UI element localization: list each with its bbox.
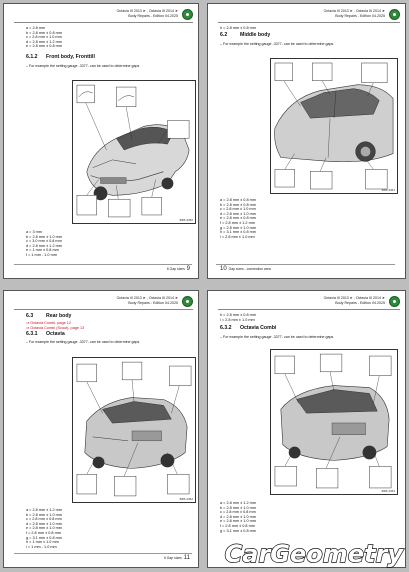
spec-item: c = 2.8 mm ± 1.0 mm <box>26 35 62 40</box>
spec-item: f = 2.8 mm ± 1.2 mm <box>220 220 255 225</box>
footer-text: 6 Gap sizes <box>166 267 185 271</box>
footer-divider <box>216 264 395 265</box>
footer-text: 6 Gap sizes <box>163 556 182 560</box>
spec-list-bottom <box>220 198 256 239</box>
footer-divider <box>14 264 192 265</box>
header-model: Octavia III 2013 ➤ , Octavia III 2014 ➤ <box>323 9 385 13</box>
spec-item: d = 2.8 mm ± 1.0 mm <box>220 514 256 519</box>
footer-text: Gap sizes - connection area <box>228 267 271 271</box>
page-header <box>324 9 385 19</box>
brand-logo-icon <box>389 296 400 307</box>
brand-logo-icon <box>389 9 400 20</box>
figure-id: B4B-3452 <box>179 497 193 501</box>
instruction-text: For example the setting gauge -3377- can be used to determine gaps <box>29 340 140 344</box>
header-edition: Body Repairs - Edition 04.2025 <box>335 301 385 305</box>
manual-page-10 <box>207 3 406 279</box>
section-heading <box>26 54 95 61</box>
section-heading <box>26 313 71 320</box>
header-model: Octavia III 2013 ➤ , Octavia III 2014 ➤ <box>116 9 178 13</box>
spec-item: h = 3.1 mm ± 0.8 mm <box>220 230 256 235</box>
cargeometry-watermark: CarGeometry <box>224 540 403 568</box>
spec-item: e = 1 mm ± 0.8 mm <box>26 248 59 253</box>
figure-id: B4B-3453 <box>381 489 395 493</box>
spec-item: g = 3.1 mm ± 0.8 mm <box>26 535 62 540</box>
section-title: Front body, Fronttill <box>46 54 95 60</box>
section-heading <box>220 325 276 332</box>
car-rear-illustration <box>73 358 195 502</box>
manual-page-11 <box>3 290 199 568</box>
header-divider <box>14 22 193 23</box>
spec-item: e = 2.8 mm ± 1.0 mm <box>26 526 62 531</box>
figure-rear-body <box>72 357 196 503</box>
manual-page-9 <box>3 3 199 279</box>
spec-item: h = 2.8 mm ± 0.8 mm <box>220 313 256 317</box>
instruction-bullet: – For example the setting gauge -3377- can be used to determine gaps <box>220 42 334 46</box>
spec-list-bottom <box>26 230 62 258</box>
spec-item: i = 1 mm - 1.0 mm <box>26 544 57 549</box>
spec-item: i = 2.8 mm ± 1.0 mm <box>220 234 255 239</box>
page-header <box>324 296 385 306</box>
instruction-text: For example the setting gauge -3377- can be used to determine gaps <box>223 42 334 46</box>
spec-list-top <box>220 313 256 322</box>
spec-item: b = 2.8 mm ± 0.8 mm <box>220 202 256 207</box>
spec-item: a = 2.8 mm ± 1.2 mm <box>26 508 62 512</box>
instruction-bullet: – For example the setting gauge -3377- can be used to determine gaps <box>26 340 140 344</box>
header-model: Octavia III 2013 ➤ , Octavia III 2014 ➤ <box>116 296 178 300</box>
section-title: Middle body <box>240 32 271 38</box>
footer-divider <box>14 553 192 554</box>
instruction-text: For example the setting gauge -3377- can be used to determine gaps <box>29 64 140 68</box>
spec-item: i = 2.8 mm ± 1.0 mm <box>220 317 255 322</box>
spec-list-bottom <box>26 508 62 549</box>
spec-item: b = 2.8 mm ± 1.0 mm <box>220 505 256 510</box>
spec-item: d = 2.8 mm ± 1.0 mm <box>220 211 256 216</box>
spec-item: f = 1 mm - 1.0 mm <box>26 252 57 257</box>
spec-list-top <box>26 26 62 49</box>
page-footer <box>164 555 190 561</box>
spec-item: d = 2.8 mm ± 1.0 mm <box>26 521 62 526</box>
car-side-illustration <box>271 59 397 193</box>
page-footer <box>167 266 190 272</box>
figure-front-body <box>72 80 196 224</box>
instruction-bullet: – For example the setting gauge -3377- can be used to determine gaps <box>220 335 334 339</box>
spec-item: h = 1 mm ± 1.0 mm <box>26 540 59 545</box>
spec-item: c = 2.8 mm ± 0.8 mm <box>220 510 256 515</box>
header-edition: Body Repairs - Edition 04.2025 <box>128 14 178 18</box>
cross-reference-link[interactable]: ⇒ Octavia Combi (Scout), page 13 <box>26 325 85 330</box>
header-edition: Body Repairs - Edition 04.2025 <box>128 301 178 305</box>
header-divider <box>14 309 193 310</box>
section-title: Octavia <box>46 331 65 337</box>
page-number: 10 <box>220 266 227 272</box>
brand-logo-icon <box>182 9 193 20</box>
header-divider <box>218 22 400 23</box>
spec-item: e = 2.8 mm ± 0.8 mm <box>220 216 256 221</box>
instruction-bullet: – For example the setting gauge -3377- can be used to determine gaps <box>26 64 140 68</box>
section-number: 6.3 <box>26 313 34 319</box>
spec-item: a = 3 mm <box>26 230 42 234</box>
cross-reference-link[interactable]: ⇒ Octavia Combi, page 12 <box>26 321 71 325</box>
page-header <box>117 9 178 19</box>
instruction-text: For example the setting gauge -3377- can be used to determine gaps <box>223 335 334 339</box>
car-front-illustration <box>73 81 195 223</box>
section-number: 6.1.2 <box>26 54 38 60</box>
car-combi-illustration <box>271 350 397 494</box>
spec-list-top <box>220 26 256 31</box>
spec-item: b = 2.8 mm ± 1.0 mm <box>26 512 62 517</box>
spec-item: c = 3.0 mm ± 0.8 mm <box>26 239 62 244</box>
spec-item: c = 2.8 mm ± 0.8 mm <box>26 517 62 522</box>
figure-id: B4B-3451 <box>381 188 395 192</box>
section-number: 6.3.2 <box>220 325 232 331</box>
spec-item: c = 2.8 mm ± 1.0 mm <box>220 207 256 212</box>
figure-id: B4B-3450 <box>179 218 193 222</box>
figure-middle-body <box>270 58 398 194</box>
section-heading <box>220 32 270 39</box>
brand-logo-icon <box>182 296 193 307</box>
spec-item: f = 2.8 mm ± 0.8 mm <box>220 523 255 528</box>
header-divider <box>218 309 400 310</box>
spec-item: g = 2.8 mm ± 1.0 mm <box>220 225 256 230</box>
page-number: 11 <box>183 555 190 561</box>
section-number: 6.3.1 <box>26 331 38 337</box>
spec-item: b = 2.8 mm ± 1.0 mm <box>26 234 62 239</box>
spec-item: g = 3.1 mm ± 0.8 mm <box>220 528 256 533</box>
spec-item: e = 2.8 mm ± 1.0 mm <box>220 519 256 524</box>
spec-item: f = 2.8 mm ± 0.8 mm <box>26 530 61 535</box>
spec-item: e = 2.8 mm ± 0.8 mm <box>26 44 62 49</box>
spec-item: b = 2.8 mm ± 0.8 mm <box>26 30 62 35</box>
section-title: Octavia Combi <box>240 325 277 331</box>
manual-page-12 <box>207 290 406 568</box>
header-edition: Body Repairs - Edition 04.2025 <box>335 14 385 18</box>
page-number: 9 <box>186 266 190 272</box>
figure-combi-rear <box>270 349 398 495</box>
header-model: Octavia III 2013 ➤ , Octavia III 2014 ➤ <box>323 296 385 300</box>
section-number: 6.2 <box>220 32 228 38</box>
page-header <box>117 296 178 306</box>
spec-list-bottom <box>220 501 256 533</box>
subsection-heading <box>26 331 65 338</box>
cross-reference-list <box>26 321 84 330</box>
spec-item: a = 2.8 mm ± 1.2 mm <box>220 501 256 505</box>
spec-item: d = 2.8 mm ± 1.2 mm <box>26 243 62 248</box>
spec-item: h = 2.8 mm ± 0.8 mm <box>220 26 256 30</box>
spec-item: a = 2.8 mm ± 0.8 mm <box>220 198 256 202</box>
spec-item: d = 2.8 mm ± 1.2 mm <box>26 39 62 44</box>
page-footer <box>220 266 271 272</box>
section-title: Rear body <box>46 313 72 319</box>
spec-item: a = 2.8 mm <box>26 26 46 30</box>
